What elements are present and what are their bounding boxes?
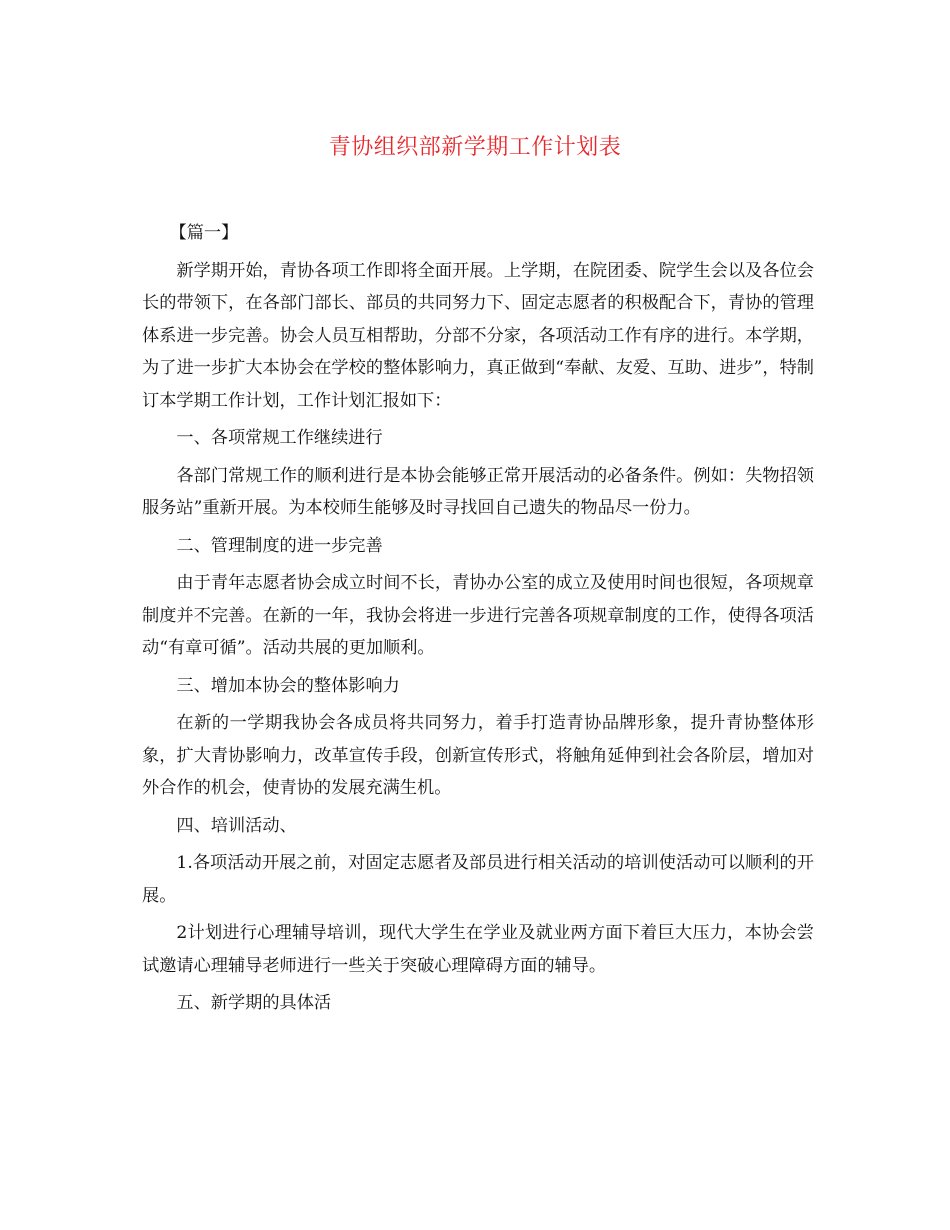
section-heading-3: 三、增加本协会的整体影响力: [176, 675, 400, 696]
section-heading-2: 二、管理制度的进一步完善: [176, 535, 383, 556]
section-paragraph-3: 在新的一学期我协会各成员将共同努力，着手打造青协品牌形象，提升青协整体形象，扩大青协影响力，改革宣传手段，创新宣传形式，将触角延伸到社会各阶层，增加对外合作的机会，使青协的发展充满生机。: [142, 713, 814, 798]
section-label: 【篇一】: [169, 223, 239, 243]
section-heading-5: 五、新学期的具体活: [176, 993, 332, 1013]
document-body: [142, 217, 814, 1025]
section-paragraph-2: 由于青年志愿者协会成立时间不长，青协办公室的成立及使用时间也很短，各项规章制度并不完善。在新的一年，我协会将进一步进行完善各项规章制度的工作，使得各项活动“有章可循”。活动共展的更加顺利。: [142, 573, 814, 658]
section-paragraph-1: 各部门常规工作的顺利进行是本协会能够正常开展活动的必备条件。例如：失物招领服务站”重新开展。为本校师生能够及时寻找回自己遗失的物品尽一份力。: [142, 465, 814, 518]
intro-paragraph: 新学期开始，青协各项工作即将全面开展。上学期，在院团委、院学生会以及各位会长的带领下，在各部门部长、部员的共同努力下、固定志愿者的积极配合下，青协的管理体系进一步完善。协会人员互相帮助，分部不分家，各项活动工作有序的进行。本学期，为了进一步扩大本协会在学校的整体影响力，真正做到“奉献、友爱、互助、进步”，特制订本学期工作计划，工作计划汇报如下：: [142, 260, 814, 411]
list-item-2: 2计划进行心理辅导培训，现代大学生在学业及就业两方面下着巨大压力，本协会尝试邀请心理辅导老师进行一些关于突破心理障碍方面的辅导。: [142, 923, 814, 976]
list-item-1: 1.各项活动开展之前，对固定志愿者及部员进行相关活动的培训使活动可以顺利的开展。: [142, 853, 814, 906]
section-heading-4: 四、培训活动、: [176, 815, 297, 836]
document-title: 青协组织部新学期工作计划表: [328, 135, 622, 160]
section-heading-1: 一、各项常规工作继续进行: [176, 428, 383, 448]
